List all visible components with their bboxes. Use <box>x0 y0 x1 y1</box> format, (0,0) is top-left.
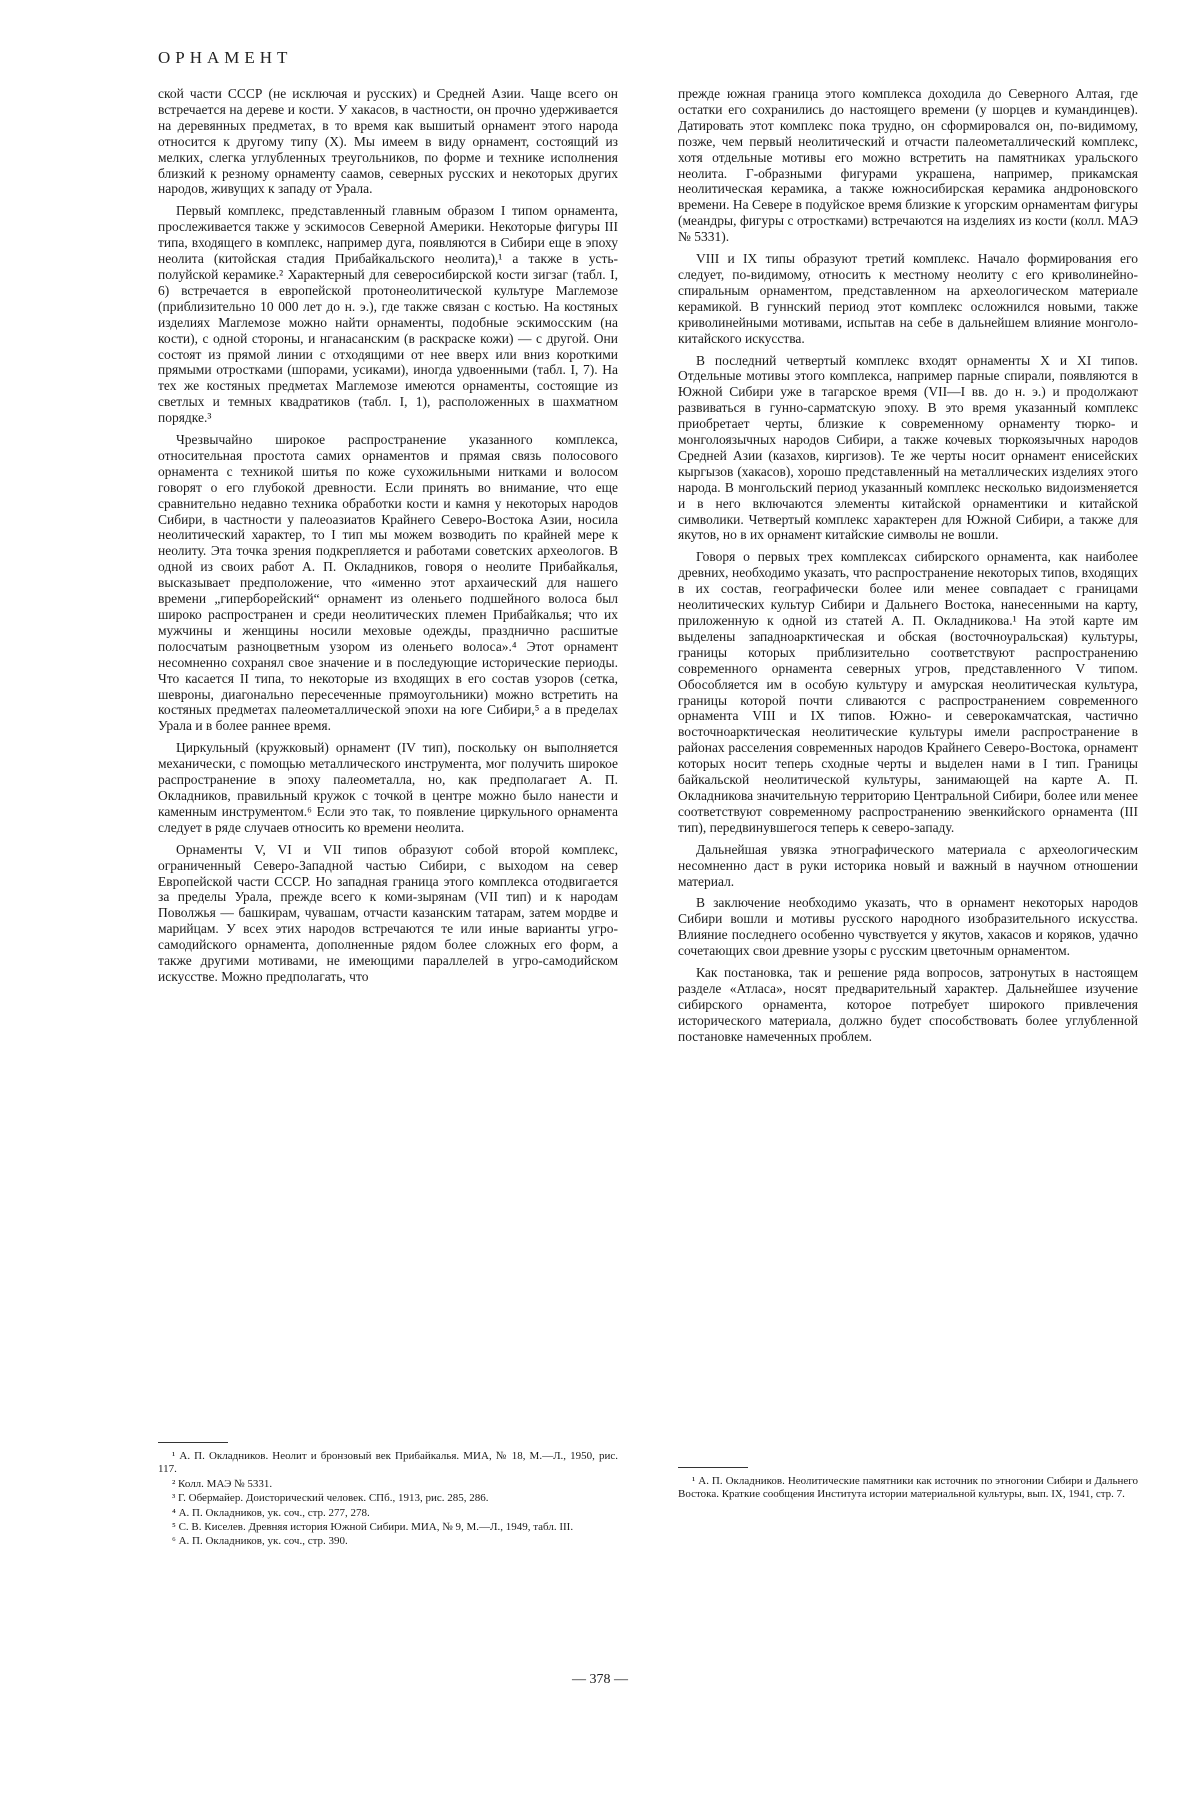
paragraph: Как постановка, так и решение ряда вопросов, затронутых в настоящем разделе «Атласа», носят предварительный характер. Дальнейшее изучение сибирского орнамента, которое потребует широкого привлечения исторического материала, должно будет способствовать более углубленной постановке намеченных проблем. <box>678 965 1138 1044</box>
footnote: ³ Г. Обермайер. Доисторический человек. СПб., 1913, рис. 285, 286. <box>172 1492 489 1505</box>
paragraph: В последний четвертый комплекс входят орнаменты X и XI типов. Отдельные мотивы этого комплекса, например парные спирали, появляются в Южной Сибири уже в тагарское время (VII—I вв. до н. э.) и продолжают развиваться в гунно-сарматскую эпоху. В это время указанный комплекс приобретает черты, близкие к современному орнаменту тюрко- и монголоязычных народов Сибири, а также кочевых тюркоязычных народов Средней Азии (казахов, киргизов). Те же черты носит орнамент енисейских кыргызов (хакасов), хорошо представленный на металлических изделиях этого народа. В монгольский период указанный комплекс несколько видоизменяется и в него включаются элементы китайской орнаментики и китайской символики. Четвертый комплекс характерен для Южной Сибири, а также для якутов, но в их орнамент китайские символы не вошли. <box>678 352 1138 543</box>
paragraph: Первый комплекс, представленный главным образом I типом орнамента, прослеживается также у эскимосов Северной Америки. Некоторые фигуры III типа, входящего в комплекс, например дуга, появляются в Сибири еще в эпоху неолита (китойская стадия Прибайкальского неолита),¹ а также в усть-полуйской керамике.² Характерный для северосибирской кости зигзаг (табл. I, 6) встречается в европейской протонеолитической культуре Маглемозе (приблизительно 10 000 лет до н. э.), где также связан с костью. На костяных изделиях Маглемозе можно найти орнаменты, подобные эскимосским (на кости), с одной стороны, и нганасанским (в раскраске кожи) — с другой. Они состоят из прямой линии с отходящими от нее вверх или вниз короткими прямыми отростками (шпорами, усиками), иногда удвоенными (табл. I, 7). На тех же костяных предметах Маглемозе имеются орнаменты, состоящие из светлых и темных квадратиков (табл. I, 1), расположенных в шахматном порядке.³ <box>158 203 618 426</box>
footnote-rule <box>678 1467 748 1468</box>
paragraph: Орнаменты V, VI и VII типов образуют собой второй комплекс, ограниченный Северо-Западной частью Сибири, с выходом на север Европейской части СССР. Но западная граница этого комплекса отодвигается за пределы Урала, прежде всего к коми-зырянам (VII тип) и к народам Поволжья — башкирам, чувашам, отчасти казанским татарам, затем мордве и марийцам. У всех этих народов встречаются те или иные варианты угро-самодийского орнамента, дополненные рядом более сложных его форм, а также другими мотивами, не имеющими параллелей в угро-самодийском искусстве. Можно предполагать, что <box>158 841 618 984</box>
paragraph: ской части СССР (не исключая и русских) и Средней Азии. Чаще всего он встречается на дереве и кости. У хакасов, в частности, он прочно удерживается на деревянных предметах, в то время как вышитый орнамент этого народа относится к другому типу (X). Мы имеем в виду орнамент, состоящий из мелких, слегка углубленных треугольников, по форме и технике исполнения близкий к резному орнаменту саамов, северных русских и некоторых других народов, живущих к западу от Урала. <box>158 86 618 197</box>
paragraph: В заключение необходимо указать, что в орнамент некоторых народов Сибири вошли и мотивы русского народного изобразительного искусства. Влияние последнего особенно чувствуется у якутов, хакасов и коряков, удачно сочетающих свои древние узоры с русским цветочным орнаментом. <box>678 895 1138 959</box>
page-number: — 378 — <box>572 1672 628 1687</box>
paragraph: прежде южная граница этого комплекса доходила до Северного Алтая, где остатки его сохранились до настоящего времени (у шорцев и кумандинцев). Датировать этот комплекс пока трудно, он сформировался он, по-видимому, позже, чем первый неолитический и отчасти палеометаллический комплекс, хотя отдельные мотивы его можно встретить на памятниках уральского неолита. Г-образными фигурами украшена, например, прикамская неолитическая керамика, а также южносибирская керамика андроновского времени. На Севере в подуйское время близкие к угорским орнаментам фигуры (меандры, фигуры с отростками) встречаются на изделиях из кости (колл. МАЭ № 5331). <box>678 86 1138 245</box>
paragraph: Дальнейшая увязка этнографического материала с археологическим несомненно даст в руки историка новый и важный в научном отношении материал. <box>678 841 1138 889</box>
footnotes-right <box>678 1467 1138 1503</box>
footnote: ⁶ А. П. Окладников, ук. соч., стр. 390. <box>172 1535 348 1548</box>
paragraph: VIII и IX типы образуют третий комплекс. Начало формирования его следует, по-видимому, относить к местному неолиту с его криволинейно-спиральным орнаментом, представленном на археологическом материале керамикой. В гуннский период этот комплекс осложнился новыми, также криволинейными мотивами, испытав на себе в дальнейшем влияние монголо-китайского искусства. <box>678 251 1138 346</box>
footnote: ⁵ С. В. Киселев. Древняя история Южной Сибири. МИА, № 9, М.—Л., 1949, табл. III. <box>172 1521 574 1534</box>
paragraph: Циркульный (кружковый) орнамент (IV тип), поскольку он выполняется механически, с помощью металлического инструмента, мог получить широкое распространение в эпоху палеометалла, но, как предполагает А. П. Окладников, правильный кружок с точкой в центре можно было нанести и каменным инструментом.⁶ Если это так, то появление циркульного орнамента следует в ряде случаев относить ко времени неолита. <box>158 740 618 835</box>
footnote-rule <box>158 1442 228 1443</box>
right-column <box>678 86 1138 1051</box>
running-head: ОРНАМЕНТ <box>158 48 293 67</box>
paragraph: Говоря о первых трех комплексах сибирского орнамента, как наиболее древних, необходимо указать, что распространение некоторых типов, входящих в их состав, географически более или менее совпадает с границами неолитических культур Сибири и Дальнего Востока, нанесенными на карту, приложенную к одной из статей А. П. Окладникова.¹ На этой карте им выделены западноарктическая и обская (восточноуральская) культуры, границы которых приблизительно соответствуют распространению современного орнамента северных угров, представленного V типом. Обособляется им в особую культуру и амурская неолитическая культура, границы которой почти сливаются с распространением современного орнамента VIII и IX типов. Южно- и северокамчатская, частично восточноарктическая неолитические культуры имели распространение в районах расселения современных народов Крайнего Северо-Востока, орнамент которых носит теперь сходные черты и выделен нами в I тип. Границы байкальской неолитической культуры, занимающей на карте А. П. Окладникова значительную территорию Центральной Сибири, более или менее соответствуют современному распространению эвенкийского орнамента (III тип), передвинувшегося теперь к северо-западу. <box>678 549 1138 835</box>
left-column <box>158 86 618 991</box>
paragraph: Чрезвычайно широкое распространение указанного комплекса, относительная простота самих орнаментов и прямая связь полосового орнамента с техникой шитья по коже сухожильными нитками и волосом говорят о его глубокой древности. Если принять во внимание, что еще сравнительно недавно техника обработки кости и камня у некоторых народов Сибири, в частности у палеоазиатов Крайнего Северо-Востока Азии, носила неолитический характер, то I тип мы можем возводить по крайней мере к неолиту. Эта точка зрения подкрепляется и работами советских археологов. В одной из своих работ А. П. Окладников, говоря о неолите Прибайкалья, высказывает предположение, что «именно этот архаический для нашего времени „гиперборейский“ орнамент из оленьего подшейного волоса был широко распространен и среди неолитических племен Прибайкалья; что их мужчины и женщины носили меховые одежды, празднично расшитые полосчатым разноцветным узором из оленьего волоса».⁴ Этот орнамент несомненно сохранял свое значение и в последующие исторические периоды. Что касается II типа, то некоторые из входящих в его состав узоров (сетка, шевроны, диагонально пересеченные прямоугольники) можно встретить на костяных предметах палеометаллической эпохи на юге Сибири,⁵ а в пределах Урала и в более раннее время. <box>158 432 618 734</box>
footnote: ² Колл. МАЭ № 5331. <box>172 1477 273 1490</box>
footnote: ⁴ А. П. Окладников, ук. соч., стр. 277, 278. <box>172 1506 370 1519</box>
footnote: ¹ А. П. Окладников. Неолит и бронзовый век Прибайкалья. МИА, № 18, М.—Л., 1950, рис. 117. <box>158 1450 618 1476</box>
footnotes-left <box>158 1442 618 1550</box>
footnote: ¹ А. П. Окладников. Неолитические памятники как источник по этногонии Сибири и Дальнего Востока. Краткие сообщения Института истории материальной культуры, вып. IX, 1941, стр. 7. <box>678 1475 1138 1501</box>
